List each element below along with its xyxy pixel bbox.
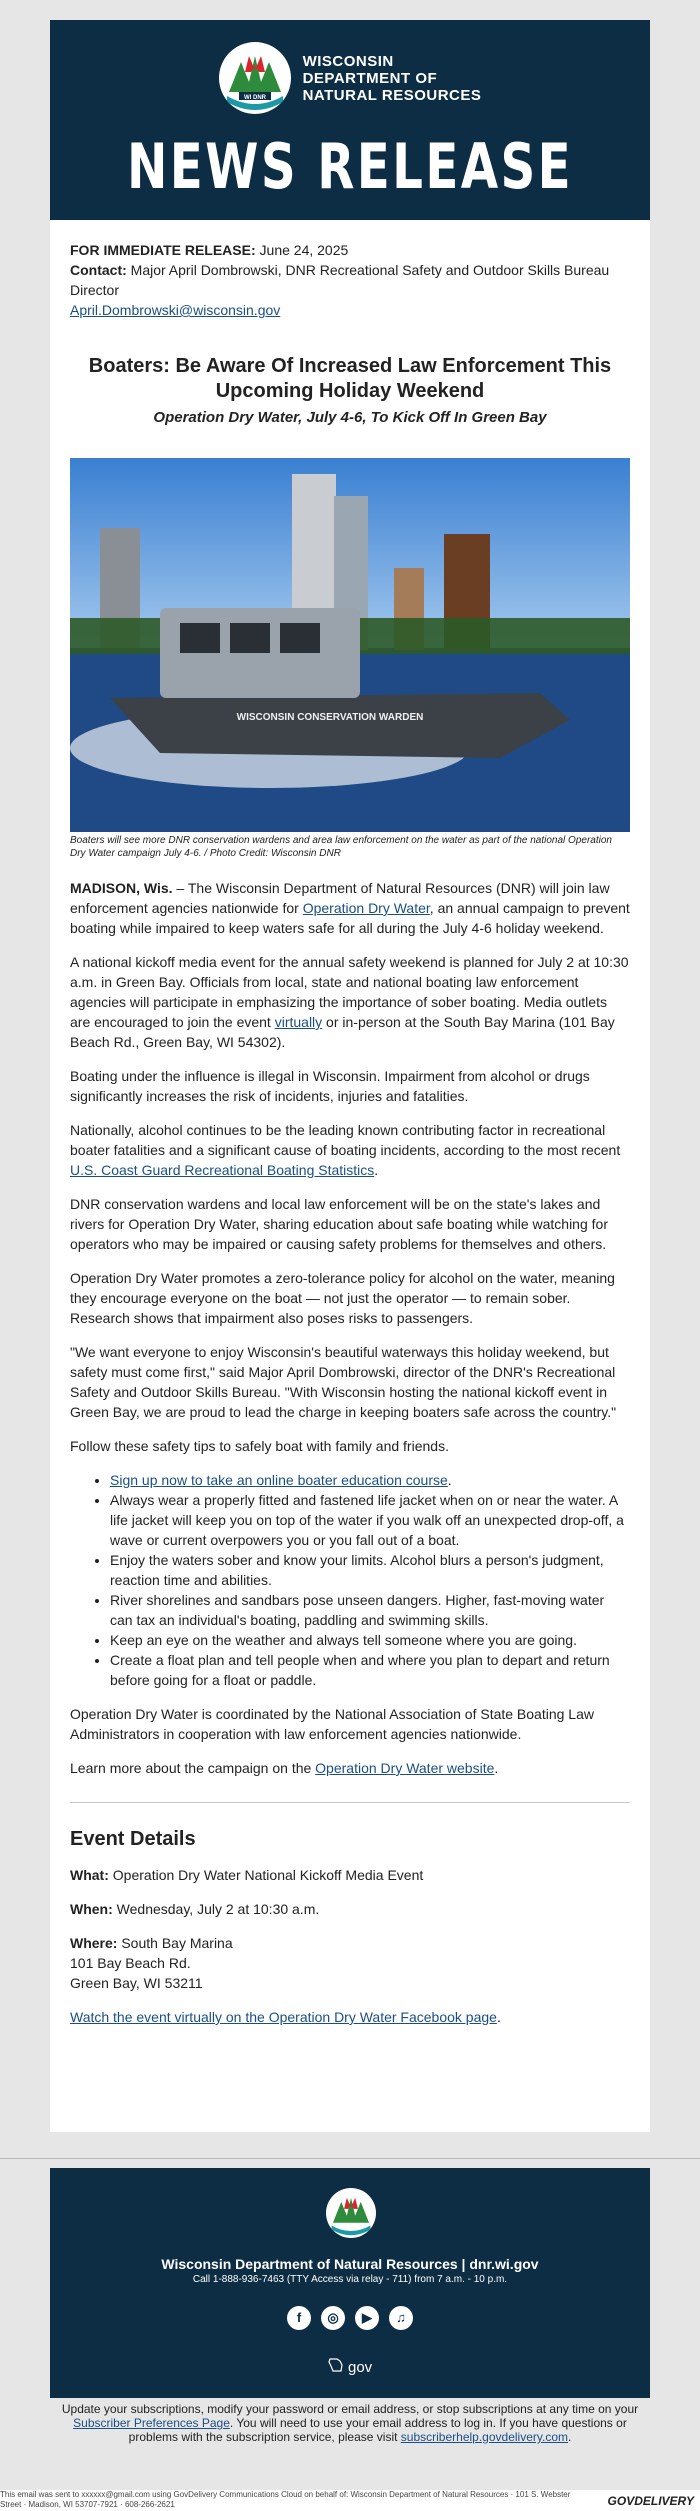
paragraph-4: Nationally, alcohol continues to be the leading known contributing factor in recreational boater fatalities and a significant cause of boating incidents, according to the most recent U.S. Coast Guard Recreational Boating Statistics. <box>70 1122 621 1178</box>
event-what: What: Operation Dry Water National Kickoff Media Event <box>70 1867 424 1883</box>
list-item: • Keep an eye on the weather and always tell someone where you are going. <box>110 1630 630 1650</box>
paragraph-8: Follow these safety tips to safely boat with family and friends. <box>70 1438 449 1454</box>
svg-text:WISCONSIN CONSERVATION WARDEN: WISCONSIN CONSERVATION WARDEN <box>236 712 424 723</box>
release-meta: FOR IMMEDIATE RELEASE: June 24, 2025 Contact: Major April Dombrowski, DNR Recreational Safety and Outdoor Skills Bureau Director April.Dombrowski@wisconsin.gov <box>70 242 610 318</box>
event-where: Where: South Bay Marina 101 Bay Beach Rd. Green Bay, WI 53211 <box>70 1935 233 1991</box>
paragraph-6: Operation Dry Water promotes a zero-tolerance policy for alcohol on the water, meaning they encourage everyone on the boat — not just the operator — to remain sober. Research shows that impairment also poses risks to passengers. <box>70 1270 615 1326</box>
news-release-card <box>50 20 650 2132</box>
section-divider <box>0 2158 700 2159</box>
list-item: • Enjoy the waters sober and know your limits. Alcohol blurs a person's judgment, reaction time and abilities. <box>110 1550 630 1590</box>
safety-tips-list <box>70 1470 630 1690</box>
list-item: • Sign up now to take an online boater education course. <box>110 1470 630 1490</box>
subheadline: Operation Dry Water, July 4-6, To Kick Off In Green Bay <box>153 409 547 426</box>
paragraph-3: Boating under the influence is illegal in Wisconsin. Impairment from alcohol or drugs significantly increases the risk of incidents, injuries and fatalities. <box>70 1068 590 1104</box>
svg-text:WI DNR: WI DNR <box>243 95 266 101</box>
subscriber-help-link[interactable]: subscriberhelp.govdelivery.com <box>400 2430 568 2444</box>
list-item: • Create a float plan and tell people when and where you plan to depart and return before going for a float or paddle. <box>110 1650 630 1690</box>
odw-website-link[interactable]: Operation Dry Water website <box>315 1760 495 1776</box>
list-item: • River shorelines and sandbars pose unseen dangers. Higher, fast-moving water can tax an individual's boating, paddling and swimming skills. <box>110 1590 630 1630</box>
facebook-icon[interactable]: f <box>287 2306 311 2330</box>
govdelivery-logo: GOVDELIVERY <box>607 2494 694 2508</box>
contact-email-link[interactable]: April.Dombrowski@wisconsin.gov <box>70 302 281 318</box>
warden-boat-photo <box>70 458 630 832</box>
footer-dnr-logo <box>326 2188 376 2238</box>
virtually-link[interactable]: virtually <box>274 1014 323 1030</box>
paragraph-10: Learn more about the campaign on the Operation Dry Water website. <box>70 1760 499 1776</box>
headline: Boaters: Be Aware Of Increased Law Enforcement This Upcoming Holiday Weekend <box>88 355 612 402</box>
wisconsin-map-icon <box>328 2358 344 2372</box>
youtube-icon[interactable]: ▶ <box>355 2306 379 2330</box>
list-item: • Always wear a properly fitted and fastened life jacket when on or near the water. A life jacket will keep you on top of the water if you walk off an unexpected drop-off, a wave or current overpowers you or you fall out of a boat. <box>110 1490 630 1550</box>
paragraph-5: DNR conservation wardens and local law enforcement will be on the state's lakes and rivers for Operation Dry Water, sharing education about safe boating while watching for operators who may be impaired or causing safety problems for themselves and others. <box>70 1196 608 1252</box>
paragraph-2: A national kickoff media event for the annual safety weekend is planned for July 2 at 10:30 a.m. in Green Bay. Officials from local, state and national boating law enforcement agencies will participate in emphasizing the importance of sober boating. Media outlets are encouraged to join the event virtually or in-person at the South Bay Marina (101 Bay Beach Rd., Green Bay, WI 54302). <box>70 954 629 1050</box>
facebook-event-link[interactable]: Watch the event virtually on the Operation Dry Water Facebook page <box>70 2009 497 2025</box>
dnr-logo <box>219 42 291 114</box>
paragraph-9: Operation Dry Water is coordinated by the National Association of State Boating Law Administrators in cooperation with law enforcement agencies nationwide. <box>70 1706 594 1742</box>
subscription-notice: Update your subscriptions, modify your password or email address, or stop subscriptions at any time on your Subscriber Preferences Page. You will need to use your email address to log in. If you have questions or problems with the subscription service, please visit subscriberhelp.govdelivery.com. <box>61 2402 639 2444</box>
header-banner <box>50 20 650 220</box>
news-release-title: NEWS RELEASE <box>126 130 574 203</box>
footer-phone: Call 1-888-936-7463 (TTY Access via relay - 711) from 7 a.m. - 10 p.m. <box>192 2274 508 2285</box>
subscriber-preferences-link[interactable]: Subscriber Preferences Page <box>73 2416 230 2430</box>
boater-education-link[interactable]: Sign up now to take an online boater education course <box>110 1472 448 1488</box>
event-watch: Watch the event virtually on the Operation Dry Water Facebook page. <box>70 2009 501 2025</box>
podcast-icon[interactable]: ♫ <box>389 2306 413 2330</box>
paragraph-1: MADISON, Wis. – The Wisconsin Department of Natural Resources (DNR) will join law enforcement agencies nationwide for Operation Dry Water, an annual campaign to prevent boating while impaired to keep waters safe for all during the July 4-6 holiday weekend. <box>70 880 630 936</box>
divider <box>70 1802 630 1803</box>
legal-footer <box>0 2490 700 2511</box>
operation-dry-water-link[interactable]: Operation Dry Water <box>302 900 430 916</box>
event-details-heading: Event Details <box>70 1828 196 1850</box>
footer-agency-name: Wisconsin Department of Natural Resources | dnr.wi.gov <box>161 2256 539 2272</box>
paragraph-7: "We want everyone to enjoy Wisconsin's beautiful waterways this holiday weekend, but safety must come first," said Major April Dombrowski, director of the DNR's Recreational Safety and Outdoor Skills Bureau. "With Wisconsin hosting the national kickoff event in Green Bay, we are proud to lead the charge in keeping boaters safe across the country." <box>70 1344 617 1420</box>
coast-guard-stats-link[interactable]: U.S. Coast Guard Recreational Boating Statistics <box>70 1162 375 1178</box>
wi-gov-logo: gov <box>50 2358 650 2376</box>
legal-text: This email was sent to xxxxxx@gmail.com using GovDelivery Communications Cloud on behalf of: Wisconsin Department of Natural Resources · 101 S. Webster Street · Madison, WI 53707-7921 · 608-266-2621 <box>0 2490 571 2509</box>
photo-caption: Boaters will see more DNR conservation wardens and area law enforcement on the water as part of the national Operation Dry Water campaign July 4-6. / Photo Credit: Wisconsin DNR <box>70 835 612 859</box>
footer-banner <box>50 2168 650 2398</box>
event-when: When: Wednesday, July 2 at 10:30 a.m. <box>70 1901 320 1917</box>
instagram-icon[interactable]: ◎ <box>321 2306 345 2330</box>
agency-name: WISCONSIN DEPARTMENT OF NATURAL RESOURCES <box>302 52 482 104</box>
